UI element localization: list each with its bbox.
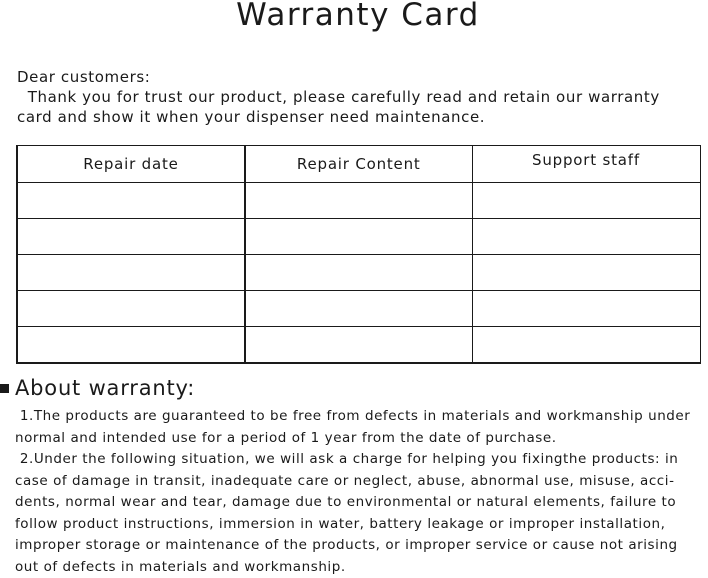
cell-repair-date[interactable] [17,327,245,364]
terms-line: normal and intended use for a period of 1 year from the date of purchase. [15,428,708,450]
cell-repair-content[interactable] [245,219,472,255]
terms-line: case of damage in transit, inadequate care or neglect, abuse, abnormal use, misuse, acci- [15,471,708,493]
table-header-row [17,146,700,183]
about-warranty-heading-text: About warranty: [15,376,195,400]
about-warranty-heading [0,374,195,402]
cell-repair-content[interactable] [245,291,472,327]
header-support-staff: Support staff [472,146,700,183]
terms-line: dents, normal wear and tear, damage due to environmental or natural elements, failure to [15,492,708,514]
page-title: Warranty Card [0,0,708,33]
warranty-terms [15,406,708,578]
terms-line: out of defects in materials and workmanship. [15,557,708,578]
repair-record-table [16,145,701,364]
terms-line: improper storage or maintenance of the products, or improper service or cause not arising [15,535,708,557]
cell-support-staff[interactable] [472,291,700,327]
header-repair-date: Repair date [17,146,245,183]
header-repair-content: Repair Content [245,146,472,183]
cell-support-staff[interactable] [472,327,700,364]
greeting-salutation: Dear customers: [17,67,707,87]
cell-repair-date[interactable] [17,255,245,291]
table-row [17,255,700,291]
greeting-line: Thank you for trust our product, please carefully read and retain our warranty [17,87,707,107]
greeting-line: card and show it when your dispenser need maintenance. [17,107,707,127]
terms-line: follow product instructions, immersion in water, battery leakage or improper installation, [15,514,708,536]
cell-repair-content[interactable] [245,327,472,364]
table-row [17,327,700,364]
terms-line: 1.The products are guaranteed to be free from defects in materials and workmanship under [15,406,708,428]
cell-support-staff[interactable] [472,219,700,255]
cell-repair-date[interactable] [17,291,245,327]
cell-support-staff[interactable] [472,183,700,219]
cell-repair-date[interactable] [17,219,245,255]
table-row [17,183,700,219]
table-row [17,219,700,255]
cell-repair-date[interactable] [17,183,245,219]
table-row [17,291,700,327]
cell-support-staff[interactable] [472,255,700,291]
cell-repair-content[interactable] [245,183,472,219]
square-bullet-icon [0,384,9,393]
cell-repair-content[interactable] [245,255,472,291]
greeting-block [17,67,707,127]
terms-line: 2.Under the following situation, we will ask a charge for helping you fixingthe products: in [15,449,708,471]
